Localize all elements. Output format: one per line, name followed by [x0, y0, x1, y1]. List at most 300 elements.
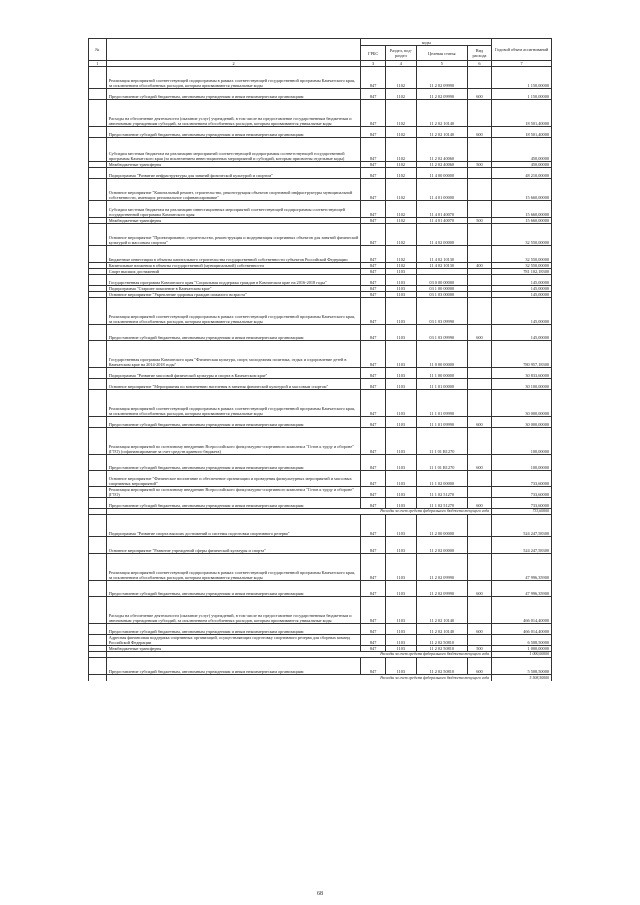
cell-section: 1103 [385, 341, 416, 368]
column-index: 2 [106, 61, 361, 67]
cell-grbs: 847 [361, 100, 385, 127]
cell-expense-type [467, 298, 491, 325]
cell-no [89, 597, 107, 624]
cell-grbs: 847 [361, 341, 385, 368]
cell-expense-type [467, 515, 491, 537]
cell-grbs: 847 [361, 138, 385, 162]
column-index: 1 [89, 61, 107, 67]
cell-grbs: 847 [361, 428, 385, 455]
cell-target-article: 11 4 01 40070 [416, 201, 467, 218]
cell-total: 145,00000 [492, 325, 552, 341]
cell-target-article: 11 2 02 00000 [416, 537, 467, 554]
cell-grbs: 847 [361, 292, 385, 298]
cell-total: 145,00000 [492, 275, 552, 286]
cell-no [89, 515, 107, 537]
cell-name: Бюджетные инвестиции в объекты капитального строительства государственной собственности субъектов Российской Федерации [106, 246, 361, 263]
cell-grbs: 847 [361, 581, 385, 597]
cell-expense-type [467, 390, 491, 417]
cell-grbs: 847 [361, 168, 385, 179]
cell-section: 1103 [385, 537, 416, 554]
cell-no [89, 89, 107, 100]
cell-no [89, 168, 107, 179]
cell-section: 1102 [385, 218, 416, 224]
cell-expense-type: 600 [467, 455, 491, 471]
header-expense-type: Вид расхода [467, 46, 491, 61]
cell-name: Государственная программа Камчатского края "Социальная поддержка граждан в Камчатском крае на 2016-2018 годы" [106, 275, 361, 286]
cell-total: 466 014,40000 [492, 624, 552, 635]
table-row [89, 581, 552, 597]
cell-grbs: 847 [361, 179, 385, 201]
note-text: Расходы за счет средств федерального бюджета текущего года [106, 652, 491, 658]
cell-total: 47 996,35900 [492, 581, 552, 597]
cell-no [89, 487, 107, 498]
cell-grbs: 847 [361, 515, 385, 537]
cell-target-article: 03 1 03 09990 [416, 325, 467, 341]
column-index: 7 [492, 61, 552, 67]
cell-name: Спорт высших достижений [106, 269, 361, 275]
cell-expense-type [467, 428, 491, 455]
cell-target-article: 11 0 00 00000 [416, 341, 467, 368]
cell-target-article: 11 2 02 40060 [416, 162, 467, 168]
cell-grbs: 847 [361, 379, 385, 390]
cell-grbs: 847 [361, 635, 385, 646]
cell-section: 1103 [385, 635, 416, 646]
cell-total: 15 660,00000 [492, 218, 552, 224]
cell-total: 32 550,00000 [492, 224, 552, 246]
table-row [89, 515, 552, 537]
cell-name: Основное мероприятие "Физическое воспитание и обеспечение организации и проведения физкультурных мероприятий и массовых спортивных мероприятий" [106, 471, 361, 487]
cell-grbs: 847 [361, 390, 385, 417]
cell-name: Предоставление субсидий бюджетным, автономным учреждениям и иным некоммерческим организациям [106, 325, 361, 341]
cell-total: 18 501,40000 [492, 100, 552, 127]
cell-total: 47 996,35900 [492, 554, 552, 581]
cell-section: 1103 [385, 646, 416, 652]
cell-no [89, 179, 107, 201]
cell-target-article: 11 1 02 51270 [416, 498, 467, 509]
table-row [89, 100, 552, 127]
table-row [89, 224, 552, 246]
cell-name: Подпрограмма "Старшее поколение в Камчатском крае" [106, 286, 361, 292]
cell-no [89, 67, 107, 89]
cell-expense-type: 500 [467, 162, 491, 168]
cell-grbs: 847 [361, 455, 385, 471]
note-value: 1 000,00000 [492, 652, 552, 658]
cell-grbs: 847 [361, 325, 385, 341]
cell-total: 30 100,00000 [492, 379, 552, 390]
cell-target-article: 03 0 00 00000 [416, 275, 467, 286]
cell-grbs: 847 [361, 554, 385, 581]
table-body [89, 67, 552, 681]
table-row [89, 201, 552, 218]
cell-expense-type: 600 [467, 417, 491, 428]
cell-grbs: 847 [361, 471, 385, 487]
cell-section: 1103 [385, 487, 416, 498]
cell-total: 145,00000 [492, 298, 552, 325]
cell-grbs: 847 [361, 162, 385, 168]
cell-name: Реализация мероприятий соответствующей подпрограммы в рамках соответствующей государственной программы Камчатского края, за исключением обособленных расходов, которым присваиваются уникальные коды [106, 298, 361, 325]
cell-expense-type [467, 138, 491, 162]
cell-total: 733,60000 [492, 498, 552, 509]
cell-no [89, 635, 107, 646]
cell-section: 1102 [385, 201, 416, 218]
table-row [89, 428, 552, 455]
cell-target-article: 11 1 01 R1270 [416, 428, 467, 455]
cell-target-article: 11 2 02 10140 [416, 624, 467, 635]
cell-target-article: 03 1 00 00000 [416, 286, 467, 292]
cell-total: 30 833,60000 [492, 368, 552, 379]
cell-section: 1103 [385, 554, 416, 581]
cell-grbs: 847 [361, 624, 385, 635]
cell-name: Подпрограмма "Развитие инфраструктуры для занятий физической культурой и спортом" [106, 168, 361, 179]
cell-target-article: 11 2 02 09990 [416, 554, 467, 581]
cell-no [89, 341, 107, 368]
cell-grbs: 847 [361, 597, 385, 624]
header-grbs: ГРБС [361, 46, 385, 61]
table-row [89, 379, 552, 390]
cell-section: 1102 [385, 67, 416, 89]
header-name [106, 39, 361, 61]
cell-expense-type [467, 246, 491, 263]
cell-section: 1102 [385, 162, 416, 168]
note-text: Расходы за счет средств федерального бюджета текущего года [106, 509, 491, 515]
cell-target-article: 11 2 02 09990 [416, 67, 467, 89]
cell-expense-type: 600 [467, 581, 491, 597]
cell-section: 1102 [385, 246, 416, 263]
cell-no [89, 624, 107, 635]
cell-expense-type [467, 379, 491, 390]
cell-section: 1103 [385, 275, 416, 286]
cell-total: 30 000,00000 [492, 390, 552, 417]
cell-grbs: 847 [361, 263, 385, 269]
cell-total: 145,00000 [492, 286, 552, 292]
cell-expense-type: 400 [467, 263, 491, 269]
cell-no [89, 455, 107, 471]
table-row [89, 138, 552, 162]
column-index: 4 [385, 61, 416, 67]
cell-name: Предоставление субсидий бюджетным, автономным учреждениям и иным некоммерческим организациям [106, 417, 361, 428]
table-row [89, 487, 552, 498]
table-row [89, 67, 552, 89]
cell-name: Основное мероприятие "Проектирование, строительство, реконструкция и модернизация спортивных объектов для занятий физической культурой и массовым спортом" [106, 224, 361, 246]
cell-target-article: 11 1 01 09990 [416, 417, 467, 428]
cell-total: 780 957,18300 [492, 341, 552, 368]
page-number: 68 [317, 891, 323, 897]
cell-expense-type [467, 100, 491, 127]
cell-section: 1103 [385, 390, 416, 417]
cell-expense-type [467, 341, 491, 368]
cell-name: Реализация мероприятий соответствующей подпрограммы в рамках соответствующей государственной программы Камчатского края, за исключением обособленных расходов, которым присваиваются уникальные коды [106, 554, 361, 581]
cell-section: 1102 [385, 138, 416, 162]
cell-section: 1102 [385, 224, 416, 246]
cell-no [89, 201, 107, 218]
cell-section: 1102 [385, 168, 416, 179]
table-row [89, 341, 552, 368]
cell-expense-type [467, 67, 491, 89]
cell-name: Предоставление субсидий бюджетным, автономным учреждениям и иным некоммерческим организациям [106, 89, 361, 100]
cell-section: 1102 [385, 89, 416, 100]
cell-no [89, 246, 107, 263]
cell-expense-type [467, 179, 491, 201]
cell-no [89, 298, 107, 325]
cell-no [89, 224, 107, 246]
cell-section: 1103 [385, 455, 416, 471]
cell-section: 1103 [385, 379, 416, 390]
cell-target-article: 11 1 01 R1270 [416, 455, 467, 471]
cell-expense-type [467, 471, 491, 487]
cell-grbs: 847 [361, 201, 385, 218]
cell-target-article: 11 4 02 00000 [416, 224, 467, 246]
header-no: № [89, 39, 107, 61]
cell-expense-type [467, 275, 491, 286]
cell-name: Предоставление субсидий бюджетным, автономным учреждениям и иным некоммерческим организациям [106, 455, 361, 471]
cell-target-article: 11 1 01 09990 [416, 390, 467, 417]
table-row [89, 368, 552, 379]
cell-name: Подпрограмма "Развитие спорта высших достижений и системы подготовки спортивного резерва" [106, 515, 361, 537]
cell-expense-type: 600 [467, 89, 491, 100]
cell-target-article: 11 4 00 00000 [416, 168, 467, 179]
cell-name: Предоставление субсидий бюджетным, автономным учреждениям и иным некоммерческим организациям [106, 624, 361, 635]
cell-grbs: 847 [361, 487, 385, 498]
cell-section: 1103 [385, 658, 416, 675]
cell-target-article: 11 2 00 00000 [416, 515, 467, 537]
table-row [89, 127, 552, 138]
cell-name: Адресная финансовая поддержка спортивных организаций, осуществляющих подготовку спортивного резерва для сборных команд Российской Федерации [106, 635, 361, 646]
table-row [89, 298, 552, 325]
cell-section: 1103 [385, 298, 416, 325]
header-total: Годовой объем ассигнований [492, 39, 552, 61]
cell-expense-type: 600 [467, 127, 491, 138]
table-row [89, 537, 552, 554]
cell-total: 32 550,00000 [492, 263, 552, 269]
cell-expense-type [467, 487, 491, 498]
budget-table [88, 38, 552, 681]
cell-total: 6 508,50000 [492, 635, 552, 646]
cell-target-article: 11 1 00 00000 [416, 368, 467, 379]
table-row [89, 635, 552, 646]
cell-target-article: 11 1 02 00000 [416, 471, 467, 487]
column-index: 6 [467, 61, 491, 67]
cell-total: 32 550,00000 [492, 246, 552, 263]
cell-section: 1103 [385, 286, 416, 292]
cell-target-article: 11 2 02 10140 [416, 597, 467, 624]
table-row [89, 89, 552, 100]
cell-total: 466 014,40000 [492, 597, 552, 624]
table-row [89, 597, 552, 624]
header-target-article: Целевая статья [416, 46, 467, 61]
cell-no [89, 390, 107, 417]
cell-name: Предоставление субсидий бюджетным, автономным учреждениям и иным некоммерческим организациям [106, 658, 361, 675]
cell-grbs: 847 [361, 298, 385, 325]
cell-target-article: 11 1 01 00000 [416, 379, 467, 390]
cell-expense-type: 500 [467, 646, 491, 652]
cell-total: 450,00000 [492, 162, 552, 168]
cell-section: 1103 [385, 428, 416, 455]
cell-target-article: 03 1 03 00000 [416, 292, 467, 298]
cell-grbs: 847 [361, 275, 385, 286]
cell-section: 1103 [385, 498, 416, 509]
cell-name: Подпрограмма "Развитие массовой физической культуры и спорта в Камчатском крае" [106, 368, 361, 379]
cell-total: 100,00000 [492, 428, 552, 455]
cell-name: Основное мероприятие "Укрепление здоровья граждан пожилого возраста" [106, 292, 361, 298]
cell-total: 15 660,00000 [492, 201, 552, 218]
cell-target-article: 11 2 02 40060 [416, 138, 467, 162]
cell-total: 18 501,40000 [492, 127, 552, 138]
cell-no [89, 127, 107, 138]
cell-grbs: 847 [361, 218, 385, 224]
cell-total: 1 000,00000 [492, 646, 552, 652]
cell-target-article: 11 2 02 50810 [416, 646, 467, 652]
cell-section: 1102 [385, 127, 416, 138]
table-row [89, 624, 552, 635]
cell-expense-type [467, 368, 491, 379]
cell-name: Предоставление субсидий бюджетным, автономным учреждениям и иным некоммерческим организациям [106, 498, 361, 509]
header-section: Раздел, под-раздел [385, 46, 416, 61]
column-index: 5 [416, 61, 467, 67]
table-row [89, 554, 552, 581]
cell-no [89, 275, 107, 286]
cell-total: 781 102,18300 [492, 269, 552, 275]
column-index: 3 [361, 61, 385, 67]
cell-name: Расходы на обеспечение деятельности (оказание услуг) учреждений, в том числе на предоставление государственным бюджетным и автономным учреждениям субсидий, за исключением обособленных расходов, которым присваиваются уникальные коды [106, 597, 361, 624]
table-row [89, 658, 552, 675]
cell-target-article: 11 2 02 09990 [416, 581, 467, 597]
note-text: Расходы за счет средств федерального бюджета текущего года [106, 675, 491, 681]
cell-total: 733,60000 [492, 471, 552, 487]
cell-name: Реализация мероприятий по поэтапному внедрению Всероссийского физкультурно-спортивного комплекса "Готов к труду и обороне" (ГТО) (софинансирование за счет средств краевого бюджета) [106, 428, 361, 455]
cell-name: Основное мероприятие "Мероприятия по вовлечению населения в занятия физической культурой и массовым спортом" [106, 379, 361, 390]
cell-grbs: 847 [361, 368, 385, 379]
cell-grbs: 847 [361, 537, 385, 554]
cell-name: Субсидии местным бюджетам на реализацию инвестиционных мероприятий соответствующей подпрограммы соответствующей государственной программы Камчатского края [106, 201, 361, 218]
cell-name: Предоставление субсидий бюджетным, автономным учреждениям и иным некоммерческим организациям [106, 127, 361, 138]
cell-expense-type [467, 597, 491, 624]
cell-target-article: 11 1 02 51270 [416, 487, 467, 498]
cell-no [89, 554, 107, 581]
cell-no [89, 379, 107, 390]
cell-target-article: 11 4 01 40070 [416, 218, 467, 224]
table-row [89, 168, 552, 179]
table-row [89, 455, 552, 471]
cell-total: 30 000,00000 [492, 417, 552, 428]
cell-grbs: 847 [361, 286, 385, 292]
cell-no [89, 658, 107, 675]
header-codes: коды [361, 39, 492, 46]
table-row [89, 498, 552, 509]
cell-section: 1103 [385, 292, 416, 298]
cell-grbs: 847 [361, 224, 385, 246]
cell-name: Межбюджетные трансферты [106, 646, 361, 652]
table-row [89, 417, 552, 428]
table-row [89, 325, 552, 341]
cell-section: 1102 [385, 100, 416, 127]
cell-target-article: 11 4 01 00000 [416, 179, 467, 201]
table-row [89, 179, 552, 201]
cell-total: 15 660,00000 [492, 179, 552, 201]
table-row [89, 471, 552, 487]
cell-target-article: 11 2 02 10140 [416, 127, 467, 138]
cell-total: 48 210,00000 [492, 168, 552, 179]
cell-expense-type: 600 [467, 658, 491, 675]
cell-section: 1102 [385, 263, 416, 269]
cell-grbs: 847 [361, 67, 385, 89]
cell-no [89, 581, 107, 597]
cell-name: Капитальные вложения в объекты государственной (муниципальной) собственности [106, 263, 361, 269]
cell-no [89, 498, 107, 509]
cell-name: Межбюджетные трансферты [106, 218, 361, 224]
cell-grbs: 847 [361, 498, 385, 509]
cell-target-article: 03 1 03 09990 [416, 298, 467, 325]
cell-name: Предоставление субсидий бюджетным, автономным учреждениям и иным некоммерческим организациям [106, 581, 361, 597]
cell-no [89, 471, 107, 487]
cell-no [89, 417, 107, 428]
cell-total: 450,00000 [492, 138, 552, 162]
cell-section: 1103 [385, 471, 416, 487]
cell-expense-type [467, 168, 491, 179]
cell-name: Реализация мероприятий по поэтапному внедрению Всероссийского физкультурно-спортивного комплекса "Готов к труду и обороне" (ГТО) [106, 487, 361, 498]
table-row [89, 390, 552, 417]
cell-total: 100,00000 [492, 455, 552, 471]
cell-target-article: 11 4 02 10130 [416, 263, 467, 269]
cell-grbs: 847 [361, 417, 385, 428]
cell-section: 1102 [385, 179, 416, 201]
cell-target-article: 11 2 02 50810 [416, 635, 467, 646]
cell-expense-type [467, 224, 491, 246]
cell-total: 5 508,50000 [492, 658, 552, 675]
cell-total: 524 247,58300 [492, 537, 552, 554]
cell-no [89, 100, 107, 127]
cell-no [89, 368, 107, 379]
cell-section: 1103 [385, 269, 416, 275]
note-value: 5 508,50000 [492, 675, 552, 681]
cell-total: 1 150,00000 [492, 67, 552, 89]
cell-section: 1103 [385, 581, 416, 597]
cell-expense-type [467, 554, 491, 581]
cell-section: 1103 [385, 624, 416, 635]
cell-name: Основное мероприятие "Капитальный ремонт, строительство, реконструкция объектов спортивной инфраструктуры муниципальной собственности, имеющих региональное софинансирование" [106, 179, 361, 201]
cell-total: 733,60000 [492, 487, 552, 498]
cell-expense-type [467, 635, 491, 646]
cell-total: 524 247,58300 [492, 515, 552, 537]
table-row [89, 246, 552, 263]
cell-no [89, 537, 107, 554]
cell-grbs: 847 [361, 89, 385, 100]
cell-target-article: 11 2 02 10140 [416, 100, 467, 127]
cell-grbs: 847 [361, 658, 385, 675]
cell-total: 145,00000 [492, 292, 552, 298]
cell-no [89, 325, 107, 341]
cell-name: Субсидии местным бюджетам на реализацию мероприятий соответствующей подпрограммы соответствующей государственной программы Камчатского края (за исключением инвестиционных мероприятий и субсидий, которым присвоены отдельные коды) [106, 138, 361, 162]
cell-expense-type: 600 [467, 624, 491, 635]
cell-target-article: 11 4 02 10130 [416, 246, 467, 263]
cell-section: 1103 [385, 368, 416, 379]
note-value: 733,60000 [492, 509, 552, 515]
cell-total: 1 150,00000 [492, 89, 552, 100]
cell-name: Расходы на обеспечение деятельности (оказание услуг) учреждений, в том числе на предоставление государственным бюджетным и автономным учреждениям субсидий, за исключением обособленных расходов, которым присваиваются уникальные коды [106, 100, 361, 127]
cell-no [89, 675, 107, 681]
cell-name: Межбюджетные трансферты [106, 162, 361, 168]
cell-name: Реализация мероприятий соответствующей подпрограммы в рамках соответствующей государственной программы Камчатского края, за исключением обособленных расходов, которым присваиваются уникальные коды [106, 67, 361, 89]
cell-no [89, 428, 107, 455]
cell-expense-type: 600 [467, 325, 491, 341]
cell-grbs: 847 [361, 246, 385, 263]
cell-grbs: 847 [361, 127, 385, 138]
cell-section: 1103 [385, 597, 416, 624]
cell-grbs: 847 [361, 646, 385, 652]
cell-target-article: 11 2 02 09990 [416, 89, 467, 100]
cell-section: 1103 [385, 515, 416, 537]
cell-name: Основное мероприятие "Развитие учреждений сферы физической культуры и спорта" [106, 537, 361, 554]
cell-expense-type: 600 [467, 498, 491, 509]
